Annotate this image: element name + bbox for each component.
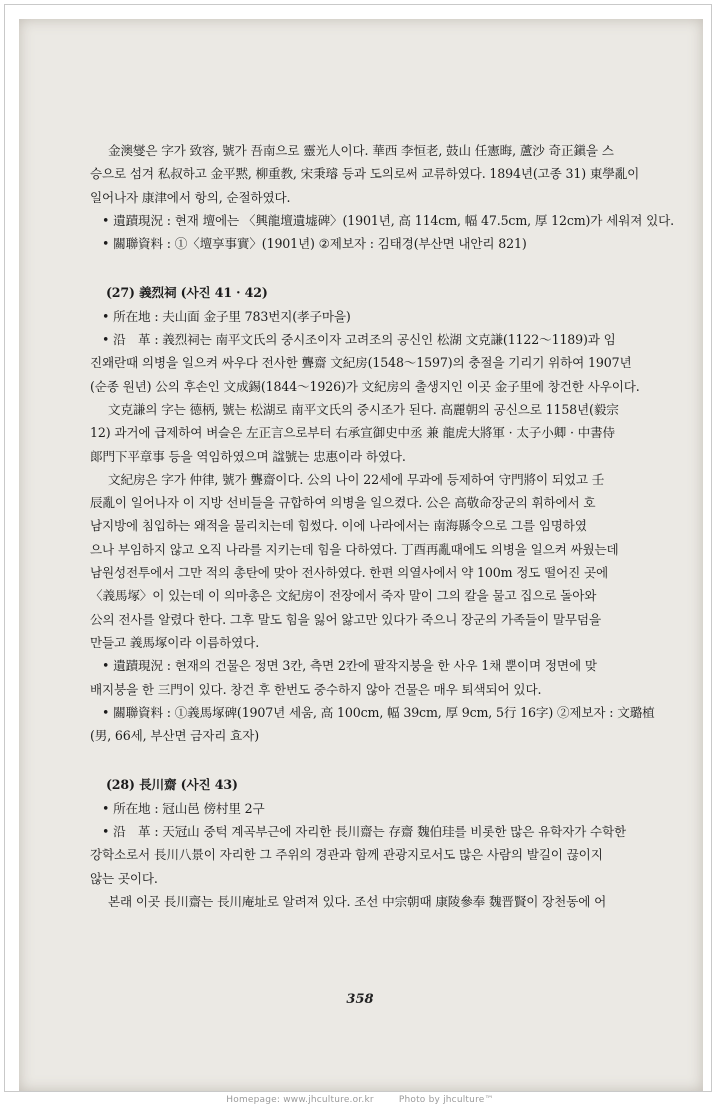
text-line: 公의 전사를 알렸다 한다. 그후 말도 힘을 잃어 앓고만 있다가 죽으니 장군의 가족들이 말무덤을: [90, 611, 601, 627]
page-text: [90, 139, 682, 913]
text-line: 辰亂이 일어나자 이 지방 선비들을 규합하여 의병을 일으켰다. 公은 高敬命장군의 휘하에서 호: [90, 495, 596, 511]
text-line: 본래 이곳 長川齋는 長川庵址로 알려져 있다. 조선 中宗朝때 康陵參奉 魏晋賢이 장천동에 어: [108, 893, 607, 909]
section-gap: [90, 255, 682, 281]
text-line: 강학소로서 長川八景이 자리한 그 주위의 경관과 함께 관광지로서도 많은 사람의 발길이 끊이지: [90, 847, 603, 863]
bullet-line: • 關聯資料 : ①〈壇享事實〉(1901년) ②제보자 : 김태경(부산면 내안리 821): [102, 236, 527, 252]
text-line: 남지방에 침입하는 왜적을 물리치는데 힘썼다. 이에 나라에서는 南海縣令으로 그를 임명하였: [90, 518, 587, 534]
text-line: (순종 원년) 公의 후손인 文成錫(1844～1926)가 文紀房의 출생지인 이곳 金子里에 창건한 사우이다.: [90, 378, 640, 394]
text-line: 12) 과거에 급제하여 벼슬은 左正言으로부터 右承宣御史中丞 兼 龍虎大將軍 · 太子小卿 · 中書侍: [90, 425, 616, 441]
page-number: 358: [346, 992, 374, 1007]
text-line: 않는 곳이다.: [90, 870, 158, 886]
bullet-line: • 遺蹟現況 : 현재의 건물은 정면 3칸, 측면 2칸에 팔작지붕을 한 사우 1채 뿐이며 정면에 맞: [102, 658, 597, 674]
text-line: 만들고 義馬塚이라 이름하였다.: [90, 634, 260, 650]
text-line: 승으로 섬겨 私叔하고 金平黙, 柳重教, 宋秉璿 등과 도의로써 교류하였다. 1894년(고종 31) 東學亂이: [90, 166, 640, 182]
text-line: 일어나자 康津에서 항의, 순절하였다.: [90, 189, 291, 205]
section-heading: (28) 長川齋 (사진 43): [106, 777, 238, 793]
text-line: (男, 66세, 부산면 금자리 효자): [90, 728, 259, 744]
text-line: 배지붕을 한 三門이 있다. 창건 후 한번도 중수하지 않아 건물은 매우 퇴색되어 있다.: [90, 681, 542, 697]
bullet-line: • 關聯資料 : ①義馬塚碑(1907년 세움, 高 100cm, 幅 39cm, 厚 9cm, 5行 16字) ②제보자 : 文璐植: [102, 704, 655, 720]
bullet-line: • 沿 革 : 天冠山 중턱 계곡부근에 자리한 長川齋는 存齋 魏伯珪를 비롯한 많은 유학자가 수학한: [102, 824, 627, 840]
section-gap: [90, 747, 682, 773]
footer-homepage: Homepage: www.jhculture.or.kr: [226, 1095, 374, 1105]
footer-photo-credit: Photo by jhculture™: [398, 1095, 494, 1105]
text-line: 金澳燮은 字가 致容, 號가 吾南으로 靈光人이다. 華西 李恒老, 鼓山 任憲晦, 蘆沙 奇正鎭을 스: [108, 143, 614, 158]
bullet-line: • 沿 革 : 義烈祠는 南平文氏의 중시조이자 고려조의 공신인 松湖 文克謙(1122～1189)과 임: [102, 332, 616, 348]
text-line: 으나 부임하지 않고 오직 나라를 지키는데 힘을 다하였다. 丁酉再亂때에도 의병을 일으켜 싸웠는데: [90, 541, 619, 557]
text-line: 〈義馬塚〉이 있는데 이 의마총은 文紀房이 전장에서 죽자 말이 그의 칼을 물고 집으로 돌아와: [90, 588, 597, 604]
footer-credit: [0, 1090, 720, 1110]
text-line: 남원성전투에서 그만 적의 총탄에 맞아 전사하였다. 한편 의열사에서 약 100m 정도 떨어진 곳에: [90, 565, 609, 581]
text-line: 文紀房은 字가 仲律, 號가 聾齋이다. 公의 나이 22세에 무과에 등제하여 守門將이 되었고 壬: [108, 471, 605, 487]
section-heading: (27) 義烈祠 (사진 41 · 42): [106, 285, 268, 301]
bullet-line: • 所在地 : 夫山面 金子里 783번지(孝子마을): [102, 308, 351, 324]
bullet-line: • 所在地 : 冠山邑 傍村里 2구: [102, 800, 265, 816]
bullet-line: • 遺蹟現況 : 현재 壇에는 〈興龍壇遺墟碑〉(1901년, 高 114cm, 幅 47.5cm, 厚 12cm)가 세워져 있다.: [102, 212, 674, 228]
text-line: 진왜란때 의병을 일으켜 싸우다 전사한 聾齋 文紀房(1548～1597)의 충절을 기리기 위하여 1907년: [90, 355, 632, 371]
text-line: 郞門下平章事 등을 역임하였으며 諡號는 忠惠이라 하였다.: [90, 448, 406, 464]
text-line: 文克謙의 字는 德柄, 號는 松湖로 南平文氏의 중시조가 된다. 高麗朝의 공신으로 1158년(毅宗: [108, 401, 619, 417]
